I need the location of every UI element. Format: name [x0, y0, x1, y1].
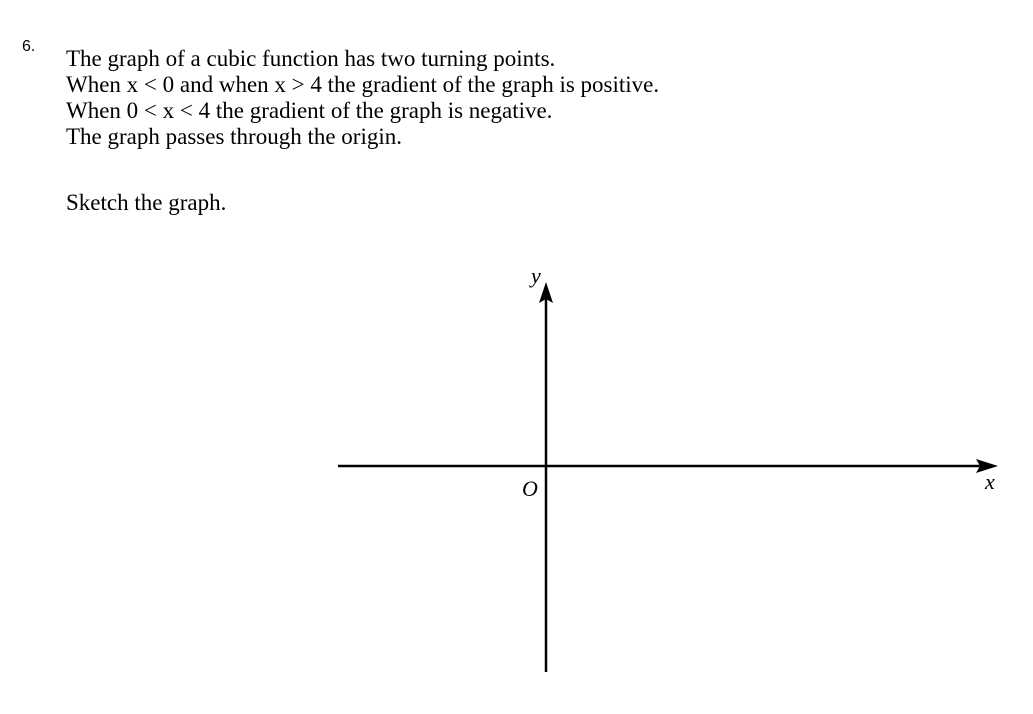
- question-instruction: Sketch the graph.: [66, 190, 227, 215]
- question-line-3: When 0 < x < 4 the gradient of the graph is negative.: [66, 98, 553, 123]
- origin-label: O: [522, 476, 538, 501]
- y-axis-label: y: [531, 263, 541, 288]
- question-line-4: The graph passes through the origin.: [66, 124, 402, 149]
- x-axis-label: x: [985, 469, 995, 494]
- question-line-2: When x < 0 and when x > 4 the gradient of the graph is positive.: [66, 72, 660, 97]
- question-number: 6.: [22, 38, 36, 55]
- question-line-1: The graph of a cubic function has two turning points.: [66, 46, 556, 71]
